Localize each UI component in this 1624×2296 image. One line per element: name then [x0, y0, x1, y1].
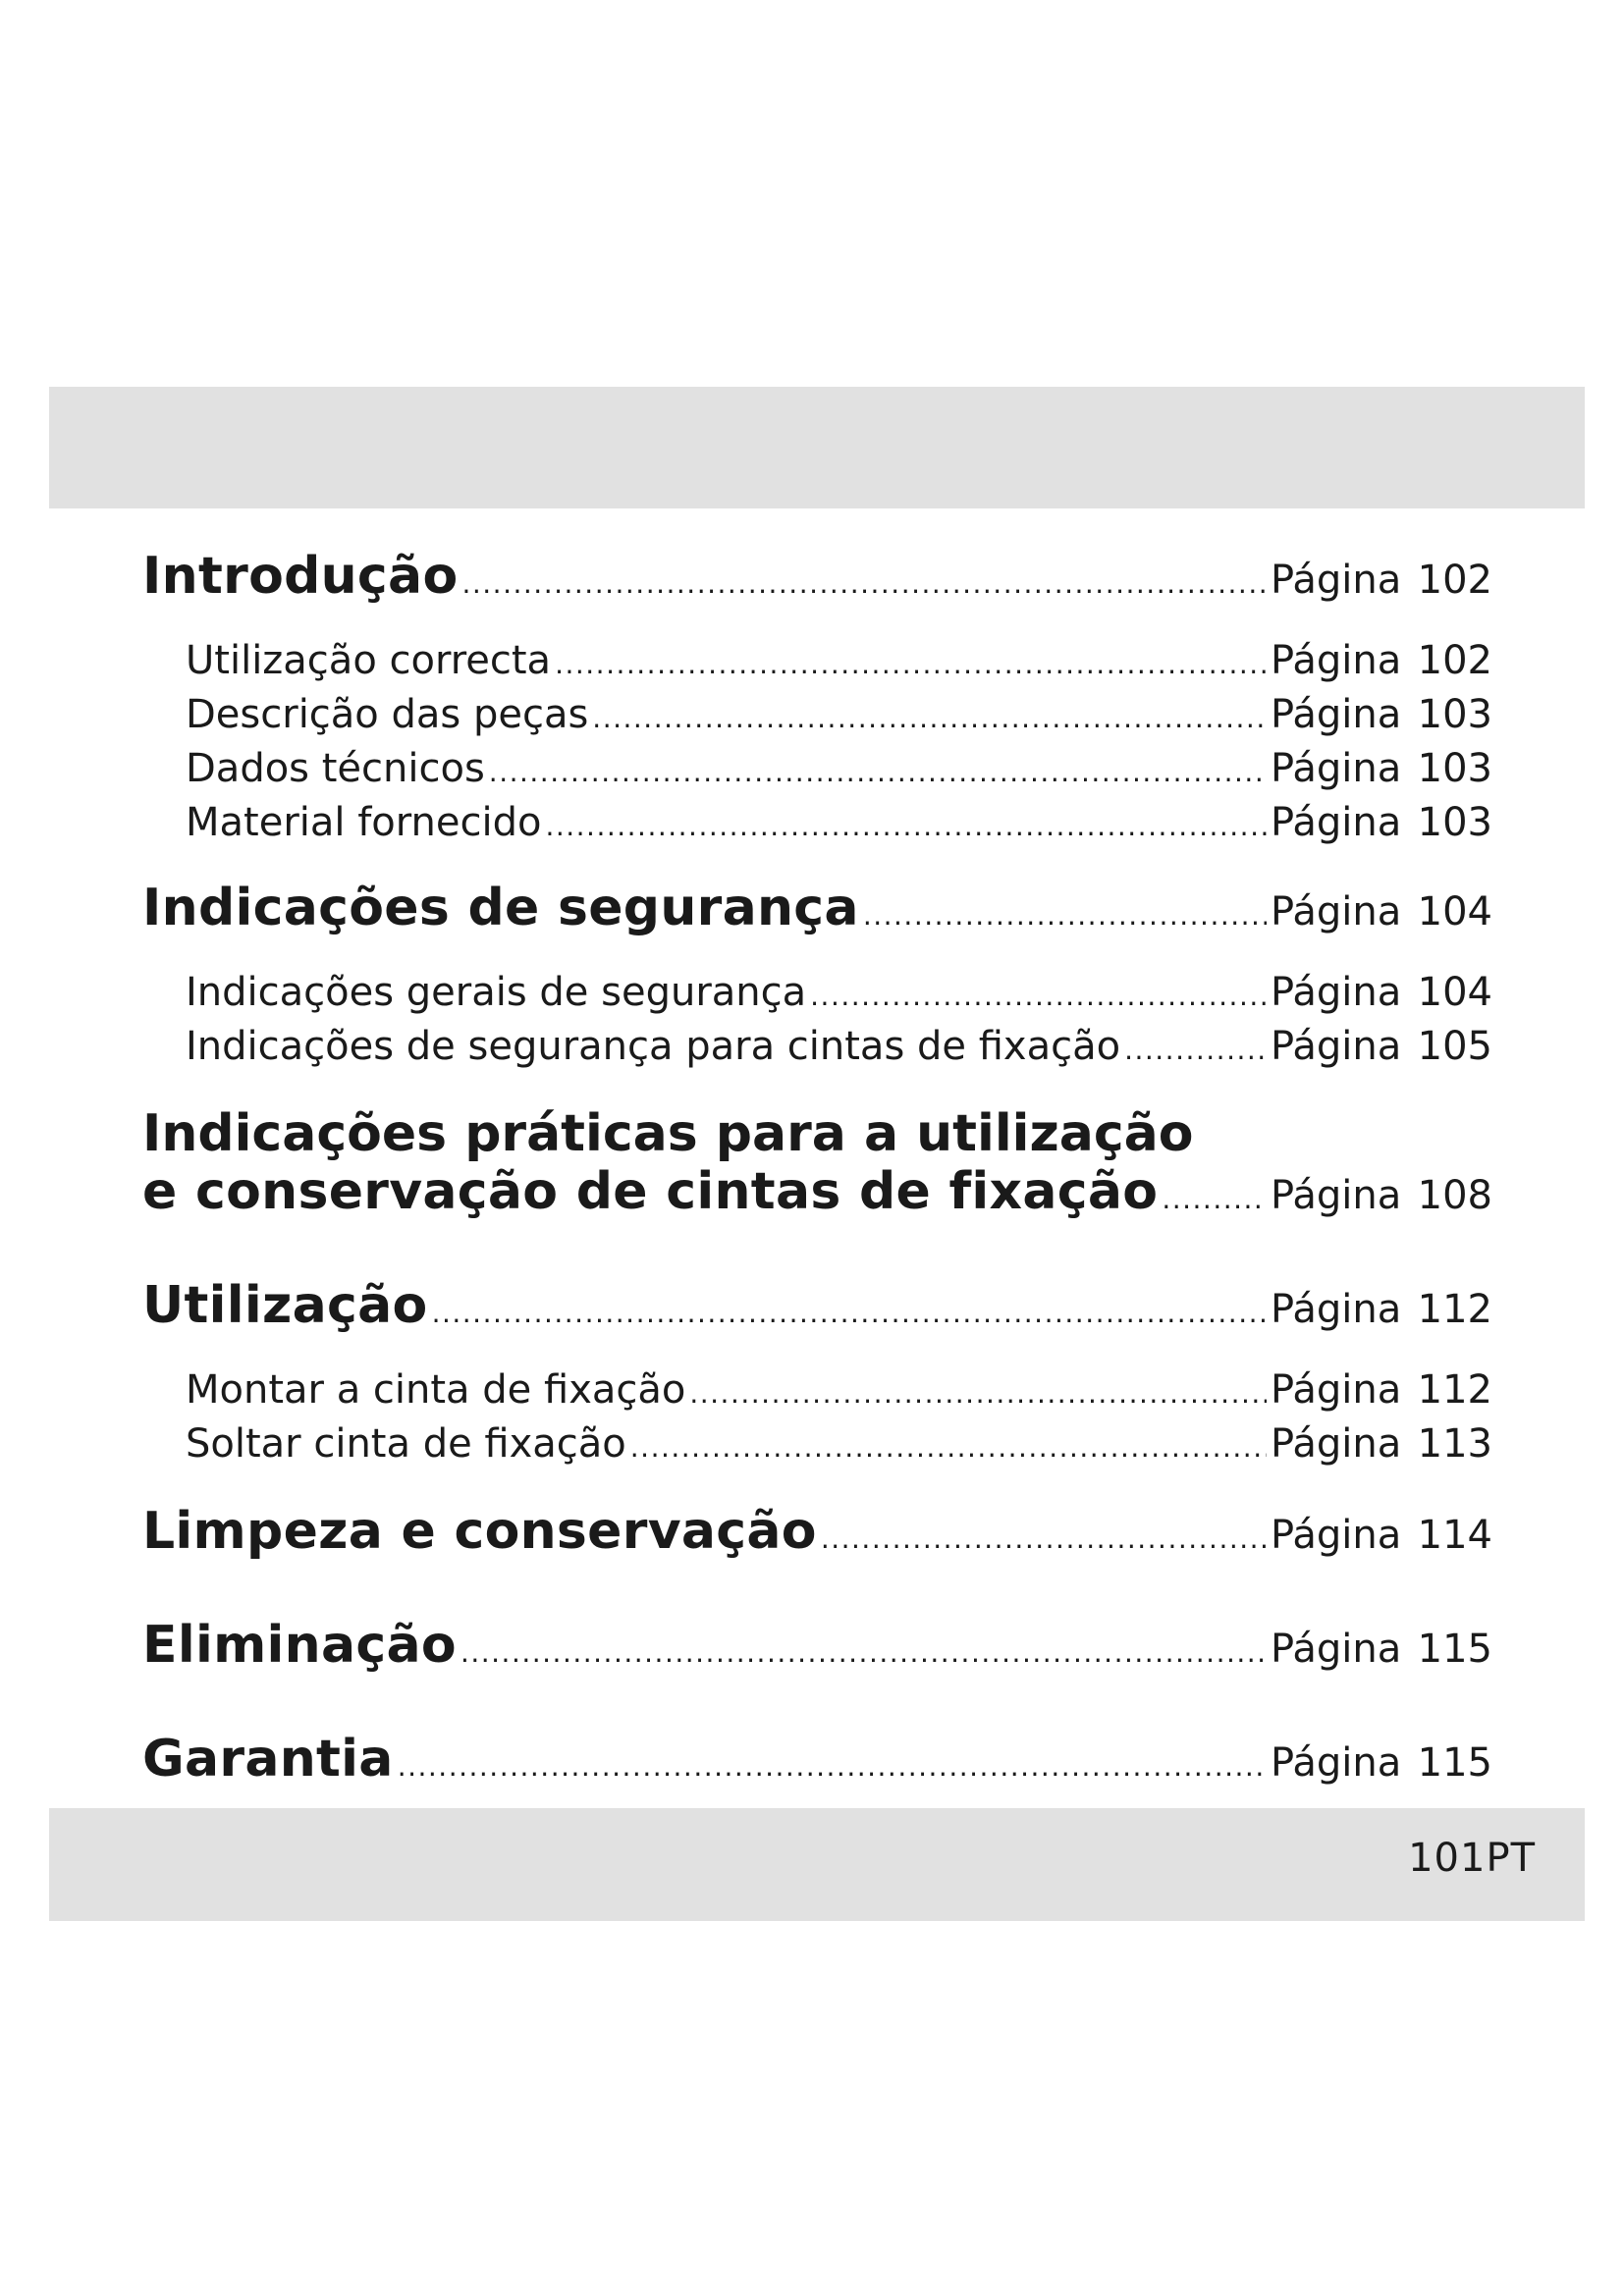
toc-entry-title: Garantia	[142, 1730, 394, 1789]
toc-entry-montar-cinta[interactable]	[186, 1367, 1492, 1413]
toc-page-label: Página	[1271, 800, 1402, 845]
toc-entry-title: Dados técnicos	[186, 746, 485, 791]
toc-entry-title: Limpeza e conservação	[142, 1502, 817, 1561]
dot-leader	[555, 648, 1267, 680]
toc-entry-title-line1: Indicações práticas para a utilização	[142, 1104, 1194, 1163]
toc-page-label: Página	[1271, 558, 1402, 603]
footer-band	[49, 1808, 1585, 1921]
toc-page-label: Página	[1271, 1287, 1402, 1332]
toc-entry-title: Indicações de segurança	[142, 879, 859, 937]
toc-entry-title: Soltar cinta de fixação	[186, 1421, 626, 1467]
toc-entry-garantia[interactable]	[142, 1730, 1492, 1789]
dot-leader	[863, 899, 1267, 932]
toc-page-number: 104	[1417, 889, 1492, 934]
dot-leader	[398, 1750, 1267, 1783]
toc-entry-utilizacao[interactable]	[142, 1276, 1492, 1335]
toc-page-number: 112	[1417, 1367, 1492, 1413]
toc-entry-soltar-cinta[interactable]	[186, 1421, 1492, 1467]
toc-page-number: 115	[1417, 1627, 1492, 1672]
toc-page-number: 102	[1417, 558, 1492, 603]
toc-entry-title: Montar a cinta de fixação	[186, 1367, 686, 1413]
toc-page-label: Página	[1271, 1421, 1402, 1467]
toc-page-label: Página	[1271, 692, 1402, 737]
toc-page-number: 102	[1417, 638, 1492, 683]
toc-entry-title: Indicações de segurança para cintas de fixação	[186, 1024, 1121, 1069]
toc-entry-title: Introdução	[142, 547, 459, 606]
toc-entry-indicacoes-cintas[interactable]	[186, 1024, 1492, 1069]
toc-entry-indicacoes-seguranca[interactable]	[142, 879, 1492, 937]
dot-leader	[489, 756, 1267, 788]
toc-page-label: Página	[1271, 1173, 1402, 1218]
dot-leader	[460, 1636, 1267, 1669]
toc-page-number: 114	[1417, 1513, 1492, 1558]
dot-leader	[810, 980, 1267, 1012]
dot-leader	[592, 702, 1267, 734]
toc-entry-eliminacao[interactable]	[142, 1616, 1492, 1675]
toc-page-number: 108	[1417, 1173, 1492, 1218]
toc-entry-indicacoes-gerais[interactable]	[186, 970, 1492, 1015]
toc-entry-title: e conservação de cintas de fixação	[142, 1162, 1159, 1221]
toc-entry-limpeza[interactable]	[142, 1502, 1492, 1561]
toc-entry-title: Indicações gerais de segurança	[186, 970, 807, 1015]
toc-entry-title: Material fornecido	[186, 800, 542, 845]
dot-leader	[545, 810, 1267, 842]
toc-page-label: Página	[1271, 1024, 1402, 1069]
toc-page-label: Página	[1271, 1627, 1402, 1672]
toc-entry-title: Eliminação	[142, 1616, 457, 1675]
toc-page-number: 105	[1417, 1024, 1492, 1069]
toc-page-label: Página	[1271, 746, 1402, 791]
toc-page-number: 103	[1417, 746, 1492, 791]
toc-entry-material-fornecido[interactable]	[186, 800, 1492, 845]
dot-leader	[432, 1297, 1267, 1329]
dot-leader	[461, 567, 1267, 600]
toc-entry-utilizacao-correcta[interactable]	[186, 638, 1492, 683]
dot-leader	[821, 1522, 1267, 1555]
toc-page-label: Página	[1271, 1740, 1402, 1786]
dot-leader	[630, 1431, 1267, 1464]
dot-leader	[689, 1377, 1267, 1410]
toc-entry-dados-tecnicos[interactable]	[186, 746, 1492, 791]
toc-entry-indicacoes-praticas[interactable]	[142, 1162, 1492, 1221]
toc-entry-introducao[interactable]	[142, 547, 1492, 606]
toc-page-number: 115	[1417, 1740, 1492, 1786]
toc-entry-title: Utilização correcta	[186, 638, 552, 683]
dot-leader	[1162, 1183, 1267, 1215]
toc-page-label: Página	[1271, 1513, 1402, 1558]
toc-page-number: 104	[1417, 970, 1492, 1015]
toc-page-label: Página	[1271, 1367, 1402, 1413]
toc-entry-title: Utilização	[142, 1276, 428, 1335]
toc-page-number: 103	[1417, 800, 1492, 845]
toc-page-label: Página	[1271, 638, 1402, 683]
page-number: 101PT	[1408, 1836, 1536, 1881]
toc-entry-title: Descrição das peças	[186, 692, 589, 737]
toc-page-number: 112	[1417, 1287, 1492, 1332]
toc-page-label: Página	[1271, 889, 1402, 934]
toc-entry-descricao-pecas[interactable]	[186, 692, 1492, 737]
dot-leader	[1124, 1034, 1267, 1066]
toc-page-label: Página	[1271, 970, 1402, 1015]
toc-page-number: 113	[1417, 1421, 1492, 1467]
toc-page-number: 103	[1417, 692, 1492, 737]
